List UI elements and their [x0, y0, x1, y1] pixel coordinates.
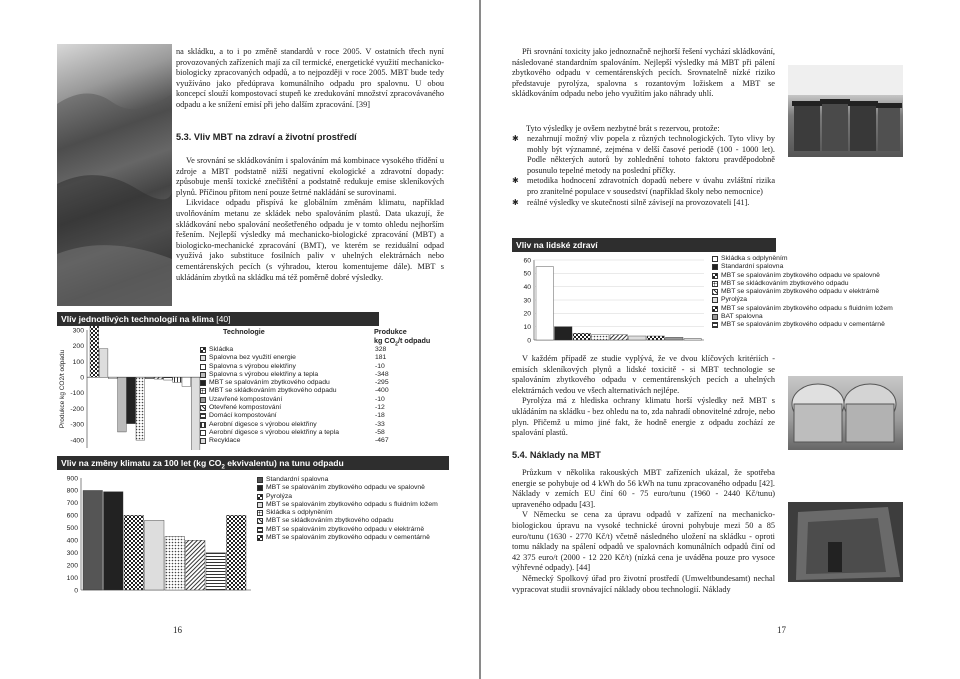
tick-label: 800	[66, 487, 78, 495]
legend-item	[200, 429, 339, 437]
legend-label: Aerobní digesce s výrobou elektřiny	[209, 420, 317, 428]
bar	[154, 377, 163, 379]
tick-label: 200	[72, 343, 84, 351]
legend-swatch	[200, 422, 206, 428]
legend-label: MBT se spalováním zbytkového odpadu	[209, 379, 330, 387]
legend-label: MBT se spalováním zbytkového odpadu v elektrárně	[266, 525, 425, 533]
bullet-icon: ✱	[512, 197, 519, 207]
para-toxicity: Při srovnání toxicity jako jednoznačně nejhorší řešení vychází skládkování, následované standardním spalováním. Nejlepší výsledky má MBT při pálení zbytkového odpadu v cementárenských pecích. Srovnatelně nízké riziko představuje pyrolýza, spalovna s rozantovým ložiskem a MBT se skládkováním odpadu nebo jeho využitím jako náhrady uhlí.	[512, 47, 775, 99]
value-label: -58	[375, 428, 385, 436]
legend-item	[257, 509, 438, 517]
chart1-title: Vlív jednotlivých technologií na klima [40]	[57, 312, 379, 326]
legend-swatch	[257, 510, 263, 516]
value-label: -10	[375, 395, 385, 403]
legend-swatch	[712, 322, 718, 328]
bar	[173, 377, 182, 382]
legend-item	[200, 354, 339, 362]
value-label: -33	[375, 420, 385, 428]
legend-item	[257, 517, 438, 525]
value-label: -295	[375, 379, 389, 387]
tick-label: 50	[523, 270, 531, 278]
tick-label: 0	[80, 374, 84, 382]
bar	[629, 336, 647, 340]
legend-swatch	[200, 413, 206, 419]
chart1-values	[375, 346, 389, 446]
legend-swatch	[257, 502, 263, 508]
legend-swatch	[257, 535, 263, 541]
value-label: 328	[375, 346, 387, 353]
value-label: -18	[375, 412, 385, 420]
legend-swatch	[200, 364, 206, 370]
legend-label: Skládka s odplyněním	[266, 509, 333, 517]
chart2-title: Vliv na změny klimatu za 100 let (kg $CO_2$ ekvivalentu) na tunu odpadu	[57, 456, 449, 470]
tick-label: 300	[72, 327, 84, 335]
legend-swatch	[712, 289, 718, 295]
bar	[136, 377, 145, 440]
tick-label: 20	[523, 310, 531, 318]
legend-swatch	[200, 347, 206, 353]
bar	[573, 333, 591, 340]
legend-item	[712, 263, 893, 271]
tick-label: 0	[74, 587, 78, 595]
bullet-item	[512, 198, 775, 209]
legend-item	[712, 305, 893, 313]
legend-label: Aerobní digesce s výrobou elektřiny a tepla	[209, 428, 339, 436]
legend-item	[200, 387, 339, 395]
legend-item	[200, 437, 339, 445]
legend-swatch	[200, 388, 206, 394]
legend-label: MBT se skládkováním zbytkového odpadu	[209, 387, 337, 395]
bullet-text: metodika hodnocení zdravotních dopadů nebere v úvahu zvláštní rizika pro zranitelné populace v sousedství (například školy nebo nemocnice)	[527, 176, 775, 196]
chart1-ylabel: Produkce kg CO2/t odpadu	[59, 349, 66, 429]
bullet-text: nezahrnují možný vliv popela z různých technologických. Tyto vlivy by mohly být významné, zejména v delší časové periodě (100 - 1000 let). Podle některých autorů by zohlednění tohoto faktoru pravděpodobně posunulo tepelné metody na poslední příčky.	[527, 134, 775, 175]
containers-photo	[788, 376, 903, 450]
legend-label: Spalovna bez využití energie	[209, 354, 296, 362]
legend-item	[257, 484, 438, 492]
bar	[227, 515, 247, 590]
legend-label: Domácí kompostování	[209, 412, 277, 420]
legend-item	[712, 313, 893, 321]
legend-label: MBT se spalováním zbytkového odpadu s fluidním ložem	[266, 500, 438, 508]
legend-swatch	[712, 273, 718, 279]
legend-swatch	[712, 256, 718, 262]
legend-item	[712, 255, 893, 263]
legend-label: Standardní spalovna	[721, 263, 784, 271]
legend-label: MBT se spalováním zbytkového odpadu ve spalovně	[721, 271, 880, 279]
legend-swatch	[257, 527, 263, 533]
legend-swatch	[257, 494, 263, 500]
tick-label: 0	[527, 337, 531, 345]
legend-label: Pyrolýza	[721, 296, 748, 304]
legend-swatch	[712, 264, 718, 270]
section-heading-5-3: 5.3. Vliv MBT na zdraví a životní prostředí	[176, 132, 357, 142]
chart1-col-technologie: Technologie	[223, 327, 265, 336]
tick-label: -200	[70, 405, 84, 413]
right-page	[481, 0, 960, 679]
legend-item	[200, 412, 339, 420]
bar	[647, 336, 665, 340]
tick-label: -300	[70, 421, 84, 429]
legend-swatch	[712, 314, 718, 320]
para-costs: Průzkum v několika rakouských MBT zařízeních ukázal, že spotřeba energie se pohybuje od 4 kWh do 56 kWh na tunu zpracovaného odpadu [42]. Náklady v zemích EU činí 60 - 75 euro/tunu (1960 - 2440 Kč/tunu) upraveného odpadu [43]. V Německu se cena za úpravu odpadů v zařízení na mechanicko-biologickou úpravu na vysoké technické úrovni pohybuje mezi 50 a 85 euro/tunu (1630 - 2770 Kč/t) včetně následného uložení na skládku - oproti tomu náklady na spálení odpadů ve spalovnách komunálních odpadů činí od 42 375 euro/t (2000 - 12 220 Kč/t) (nízká cena je uváděna pouze pro vysoce výhřevné odpady). [44] Německý Spolkový úřad pro životní prostředí (Umweltbundesamt) nechal vypracovat studii srovnávající náklady obou technologií. Náklady	[512, 468, 775, 594]
bar	[145, 520, 165, 590]
chart3-title: Vliv na lidské zdraví	[512, 238, 776, 252]
legend-label: MBT se spalováním zbytkového odpadu v elektrárně	[721, 288, 880, 296]
legend-swatch	[200, 405, 206, 411]
bins-photo	[788, 65, 903, 157]
legend-label: Recyklace	[209, 437, 241, 445]
legend-swatch	[200, 438, 206, 444]
legend-item	[712, 288, 893, 296]
para-health: Ve srovnání se skládkováním i spalováním má kombinace vysokého třídění u zdroje a MBT podstatně nižší negativní ekologické a zdravotní dopady: způsobuje menší toxické znečištění a podstatně redukuje emise skleníkových plynů. Příčinou přitom není pouze šetrné nakládání se surovinami. Likvidace odpadu přispívá ke globálním změnám klimatu, například uvolňováním metanu ze skládek nebo spalováním plastů. Data ukazují, že skládkování nebo spalování neošetřeného odpadu je v tomto ohledu nejhorším řešením. Nejlepší výsledky má mechanicko-biologické zpracování (MBT) a biologicko-mechanické zpracování (BMT), ve kterém se reziduální odpad využívá jako substituce fosilních paliv v uhelných elektrárnách nebo cementárenských pecích (s výhradou, kterou komentujeme dále). MBT s ukládáním zbytků na skládku má též poměrně dobré výsledky.	[176, 156, 444, 282]
legend-label: Otevřené kompostování	[209, 404, 282, 412]
legend-item	[200, 379, 339, 387]
bar	[99, 349, 108, 377]
bar	[90, 326, 99, 377]
bar	[104, 492, 124, 590]
legend-item	[257, 526, 438, 534]
para-caveat: Tyto výsledky je ovšem nezbytné brát s rezervou, protože:	[526, 124, 720, 133]
bar	[127, 377, 136, 423]
tick-label: 500	[66, 525, 78, 533]
legend-item	[712, 296, 893, 304]
bullet-item	[512, 176, 775, 197]
tick-label: 200	[66, 562, 78, 570]
value-label: -467	[375, 437, 389, 445]
bar	[164, 377, 173, 380]
bar	[83, 490, 103, 590]
value-label: -10	[375, 362, 385, 370]
legend-item	[200, 404, 339, 412]
legend-label: MBT se spalováním zbytkového odpadu v cementárně	[721, 321, 885, 329]
legend-swatch	[200, 430, 206, 436]
legend-label: Spalovna s výrobou elektřiny a tepla	[209, 370, 319, 378]
value-label: 181	[375, 354, 387, 362]
tick-label: 30	[523, 297, 531, 305]
value-label: -348	[375, 370, 389, 378]
legend-swatch	[200, 355, 206, 361]
bullet-text: reálné výsledky ve skutečnosti silně závisejí na provozovateli [41].	[527, 197, 750, 207]
legend-swatch	[257, 477, 263, 483]
legend-label: MBT se spalováním zbytkového odpadu s fluidním ložem	[721, 304, 893, 312]
bar	[165, 536, 185, 590]
value-label: -400	[375, 387, 389, 395]
tick-label: 60	[523, 257, 531, 265]
bar	[182, 377, 191, 386]
tick-label: 10	[523, 323, 531, 331]
tick-label: 700	[66, 500, 78, 508]
legend-label: MBT se spalováním zbytkového odpadu ve spalovně	[266, 484, 425, 492]
legend-label: Spalovna s výrobou elektřiny	[209, 362, 296, 370]
bar	[124, 515, 144, 590]
legend-swatch	[257, 485, 263, 491]
human-health-chart	[512, 254, 932, 349]
legend-item	[200, 396, 339, 404]
legend-swatch	[200, 397, 206, 403]
legend-item	[257, 493, 438, 501]
climate-100y-chart	[57, 472, 452, 597]
legend-item	[200, 346, 339, 354]
bar	[108, 377, 117, 379]
value-label: -12	[375, 404, 385, 412]
compost-photo	[57, 44, 172, 306]
bar	[186, 540, 206, 590]
page-number-right: 17	[777, 625, 786, 635]
tick-label: 40	[523, 283, 531, 291]
legend-item	[712, 280, 893, 288]
legend-item	[712, 321, 893, 329]
bar	[592, 335, 610, 340]
legend-swatch	[200, 380, 206, 386]
para-conclusion: V každém případě ze studie vyplývá, že ve dvou klíčových kritériích - emisích skleníkových plynů a lidské toxicitě - si MBT technologie se spalováním zbytkového odpadu v cementárenských pecích a uhelných elektrárnách vedou ve všech alternativách nejlépe. Pyrolýza má z hlediska ochrany klimatu horší výsledky než MBT s ukládáním na skládku - bez ohledu na to, zda nahradí obnovitelné zdroje, nebo plyn. Přičemž u mimo jiné fakt, že hodně energie z odpadu zochází ze spalování plastů.	[512, 354, 775, 438]
legend-item	[200, 363, 339, 371]
section-heading-5-4: 5.4. Náklady na MBT	[512, 450, 601, 460]
chart1-col-produkce: Produkce kg $CO_2/t$ odpadu	[374, 327, 431, 348]
bar	[555, 327, 573, 340]
bar	[206, 553, 226, 590]
tick-label: -400	[70, 437, 84, 445]
legend-item	[712, 272, 893, 280]
legend-label: Standardní spalovna	[266, 476, 329, 483]
legend-swatch	[200, 372, 206, 378]
legend-item	[257, 534, 438, 542]
bar	[118, 377, 127, 432]
legend-label: MBT se skládkováním zbytkového odpadu	[266, 517, 394, 525]
waste-container-photo	[788, 502, 903, 582]
legend-item	[257, 476, 438, 484]
legend-label: Skládka	[209, 346, 234, 353]
chart1-legend	[200, 346, 339, 446]
legend-label: Pyrolýza	[266, 492, 293, 500]
legend-label: BAT spalovna	[721, 313, 763, 321]
page-number-left: 16	[173, 625, 182, 635]
bullet-icon: ✱	[512, 134, 519, 143]
tick-label: 100	[72, 358, 84, 366]
chart2-legend	[257, 476, 438, 542]
bar	[610, 335, 628, 340]
legend-swatch	[712, 297, 718, 303]
legend-label: Skládka s odplyněním	[721, 255, 788, 262]
bar	[666, 337, 684, 340]
chart3-legend	[712, 255, 893, 330]
legend-swatch	[712, 306, 718, 312]
bar	[191, 377, 200, 450]
tick-label: 900	[66, 475, 78, 483]
legend-label: MBT se spalováním zbytkového odpadu v cementárně	[266, 534, 430, 542]
climate-impact-chart	[57, 326, 452, 450]
bar	[145, 377, 154, 379]
caveat-bullets	[512, 134, 775, 208]
legend-label: MBT se skládkováním zbytkového odpadu	[721, 279, 849, 287]
legend-item	[200, 371, 339, 379]
bullet-icon: ✱	[512, 176, 519, 186]
tick-label: 400	[66, 537, 78, 545]
legend-swatch	[257, 518, 263, 524]
tick-label: 600	[66, 512, 78, 520]
legend-item	[257, 501, 438, 509]
intro-text: na skládku, a to i po změně standardů v roce 2005. V ostatních třech nyní provozovaných zařízeních mají za cíl termické, energetické využití mechanicko-biologicky zpracovaných odpadů, a to nejpozději v roce 2005. MBT bude tedy využíváno jako předúprava komunálního odpadu pro spalovnu. U obou koncepcí slouží kompostovací stupeň ke zredukování množství zpracovávaného odpadu a ke snížení emisí při jeho dalším zpracování. [39]	[176, 47, 444, 109]
tick-label: 300	[66, 549, 78, 557]
bar	[684, 339, 702, 340]
legend-label: Uzavřené kompostování	[209, 395, 283, 403]
legend-item	[200, 421, 339, 429]
bar	[536, 267, 554, 340]
bullet-item	[512, 134, 775, 176]
legend-swatch	[712, 281, 718, 287]
tick-label: -100	[70, 390, 84, 398]
left-page	[0, 0, 479, 679]
tick-label: 100	[66, 574, 78, 582]
